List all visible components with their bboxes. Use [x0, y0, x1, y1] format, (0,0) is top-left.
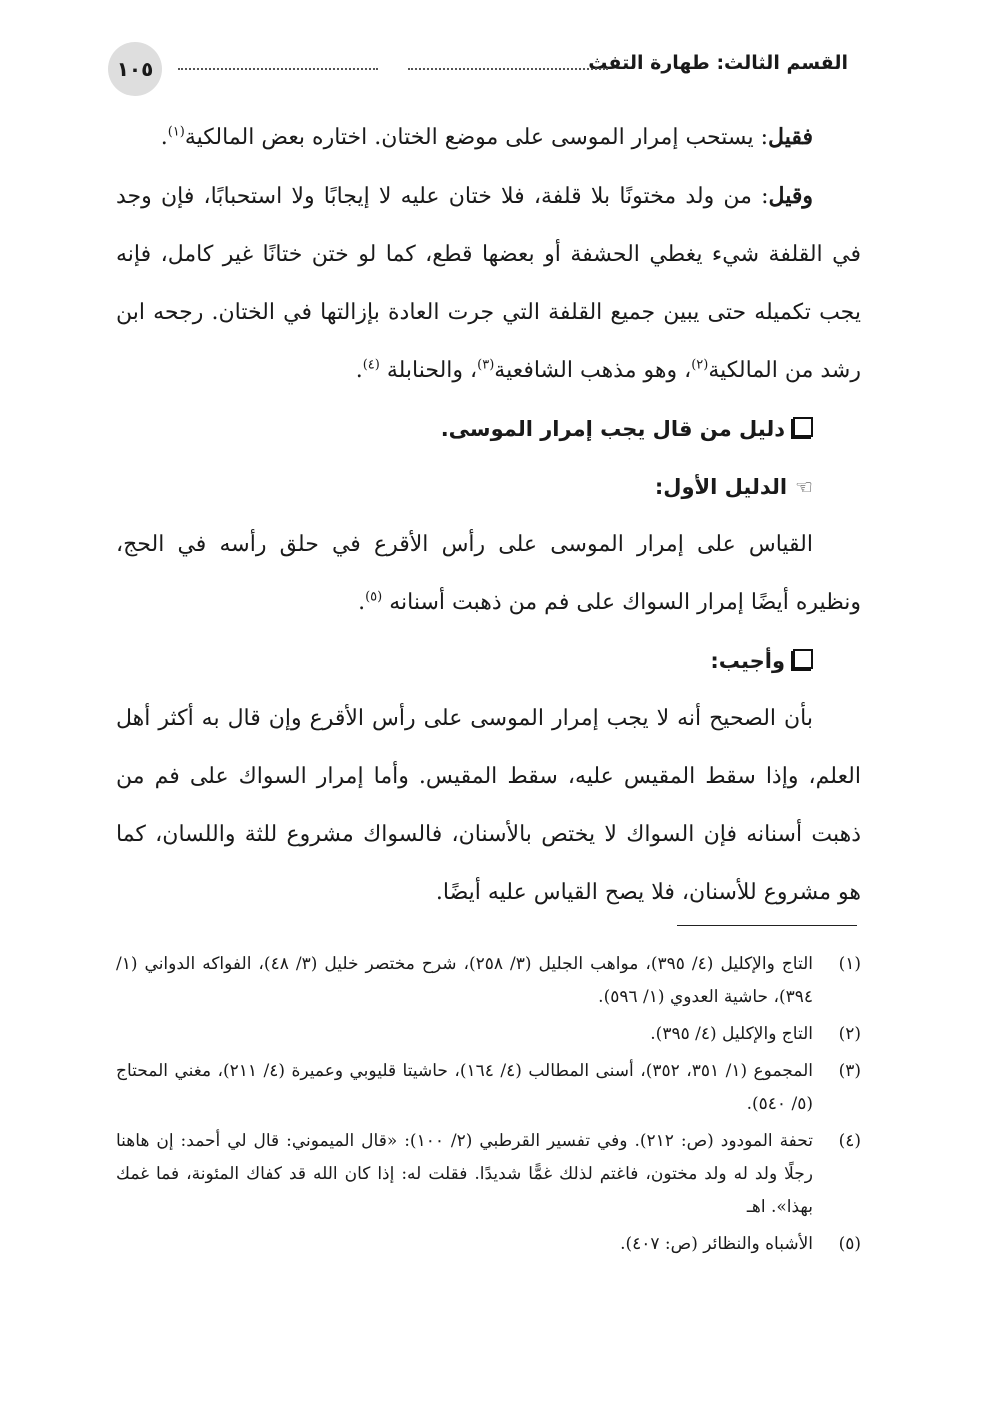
- footnote-ref[interactable]: (٢): [691, 357, 709, 373]
- square-bullet-icon: [793, 417, 813, 437]
- footnote-ref[interactable]: (١): [167, 124, 185, 140]
- paragraph-end: .: [355, 358, 363, 383]
- footnote-number: (٣): [838, 1061, 861, 1081]
- heading-first-evidence: [116, 458, 861, 516]
- header-dots-right: [408, 68, 608, 70]
- paragraph-4: بأن الصحيح أنه لا يجب إمرار الموسى على رأس الأقرع وإن قال به أكثر أهل العلم، وإذا سقط المقيس عليه، سقط المقيس. وأما إمرار السواك على فم من ذهبت أسنانه فإن السواك لا يختص بالأسنان، فالسواك مشروع للثة واللسان، كما هو مشروع للأسنان، فلا يصح القياس عليه أيضًا.: [116, 706, 861, 905]
- footnote-text: تحفة المودود (ص: ٢١٢). وفي تفسير القرطبي (٢/ ١٠٠): «قال الميموني: قال لي أحمد: إن هاهنا رجلًا ولد له ولد مختون، فاغتم لذلك غمًّا شديدًا. فقلت له: إذا كان الله قد كفاك المئونة، فما غمك بهذا». اهـ: [116, 1131, 813, 1217]
- footnote-separator: [677, 925, 857, 926]
- paragraph-text: ، وهو مذهب الشافعية: [494, 358, 692, 383]
- paragraph-2: [116, 167, 861, 400]
- footnote-text: الأشباه والنظائر (ص: ٤٠٧).: [620, 1234, 813, 1254]
- footnote-number: (٤): [838, 1131, 861, 1151]
- footnote-ref[interactable]: (٤): [362, 357, 380, 373]
- page-number-badge: ١٠٥: [108, 42, 162, 96]
- header-dots-left: [178, 68, 378, 70]
- footnote-4: [116, 1125, 861, 1224]
- footnote-number: (١): [838, 954, 861, 974]
- heading-answer: [116, 632, 861, 690]
- heading-text: الدليل الأول:: [654, 475, 788, 499]
- footnote-number: (٢): [838, 1024, 861, 1044]
- paragraph-lead: فقيل: [768, 124, 813, 150]
- heading-text: وأجيب:: [710, 649, 785, 673]
- paragraph-text: : يستحب إمرار الموسى على موضع الختان. اختاره بعض المالكية: [184, 125, 769, 150]
- footnote-text: التاج والإكليل (٤/ ٣٩٥)، مواهب الجليل (٣/ ٢٥٨)، شرح مختصر خليل (٣/ ٤٨)، الفواكه الدواني (١/ ٣٩٤)، حاشية العدوي (١/ ٥٩٦).: [116, 954, 814, 1007]
- main-text: [116, 108, 861, 922]
- footnote-3: [116, 1055, 861, 1121]
- pointing-hand-icon: ☜: [795, 475, 813, 499]
- footnote-5: [116, 1228, 861, 1261]
- paragraph-text: ، والحنابلة: [379, 358, 478, 383]
- paragraph-3: [116, 516, 861, 632]
- heading-text: دليل من قال يجب إمرار الموسى.: [440, 417, 785, 441]
- footnote-2: [116, 1018, 861, 1051]
- footnote-ref[interactable]: (٥): [365, 589, 383, 605]
- footnotes: [116, 948, 861, 1265]
- footnote-text: التاج والإكليل (٤/ ٣٩٥).: [650, 1024, 813, 1044]
- paragraph-text: القياس على إمرار الموسى على رأس الأقرع في حلق رأسه في الحج، ونظيره أيضًا إمرار السواك على فم من ذهبت أسنانه: [116, 532, 861, 615]
- footnote-1: [116, 948, 861, 1014]
- page-header: [108, 38, 848, 98]
- paragraph-text: : من ولد مختونًا بلا قلفة، فلا ختان عليه لا إيجابًا ولا استحبابًا، فإن وجد في القلفة شيء يغطي الحشفة أو بعضها قطع، كما لو ختن ختانًا غير كامل، فإنه يجب تكميله حتى يبين جميع القلفة التي جرت العادة بإزالتها في الختان. رجحه ابن رشد من المالكية: [116, 184, 861, 383]
- paragraph-1: [116, 108, 861, 167]
- footnote-ref[interactable]: (٣): [477, 357, 495, 373]
- footnote-text: المجموع (١/ ٣٥١، ٣٥٢)، أسنى المطالب (٤/ ١٦٤)، حاشيتا قليوبي وعميرة (٤/ ٢١١)، مغني المحتاج (٥/ ٥٤٠).: [116, 1061, 814, 1114]
- section-title: القسم الثالث: طهارة التفث: [588, 52, 848, 74]
- paragraph-lead: وقيل: [768, 183, 813, 209]
- paragraph-end: .: [160, 125, 168, 150]
- heading-evidence: [116, 400, 861, 458]
- square-bullet-icon: [793, 649, 813, 669]
- footnote-number: (٥): [838, 1234, 861, 1254]
- paragraph-end: .: [358, 590, 366, 615]
